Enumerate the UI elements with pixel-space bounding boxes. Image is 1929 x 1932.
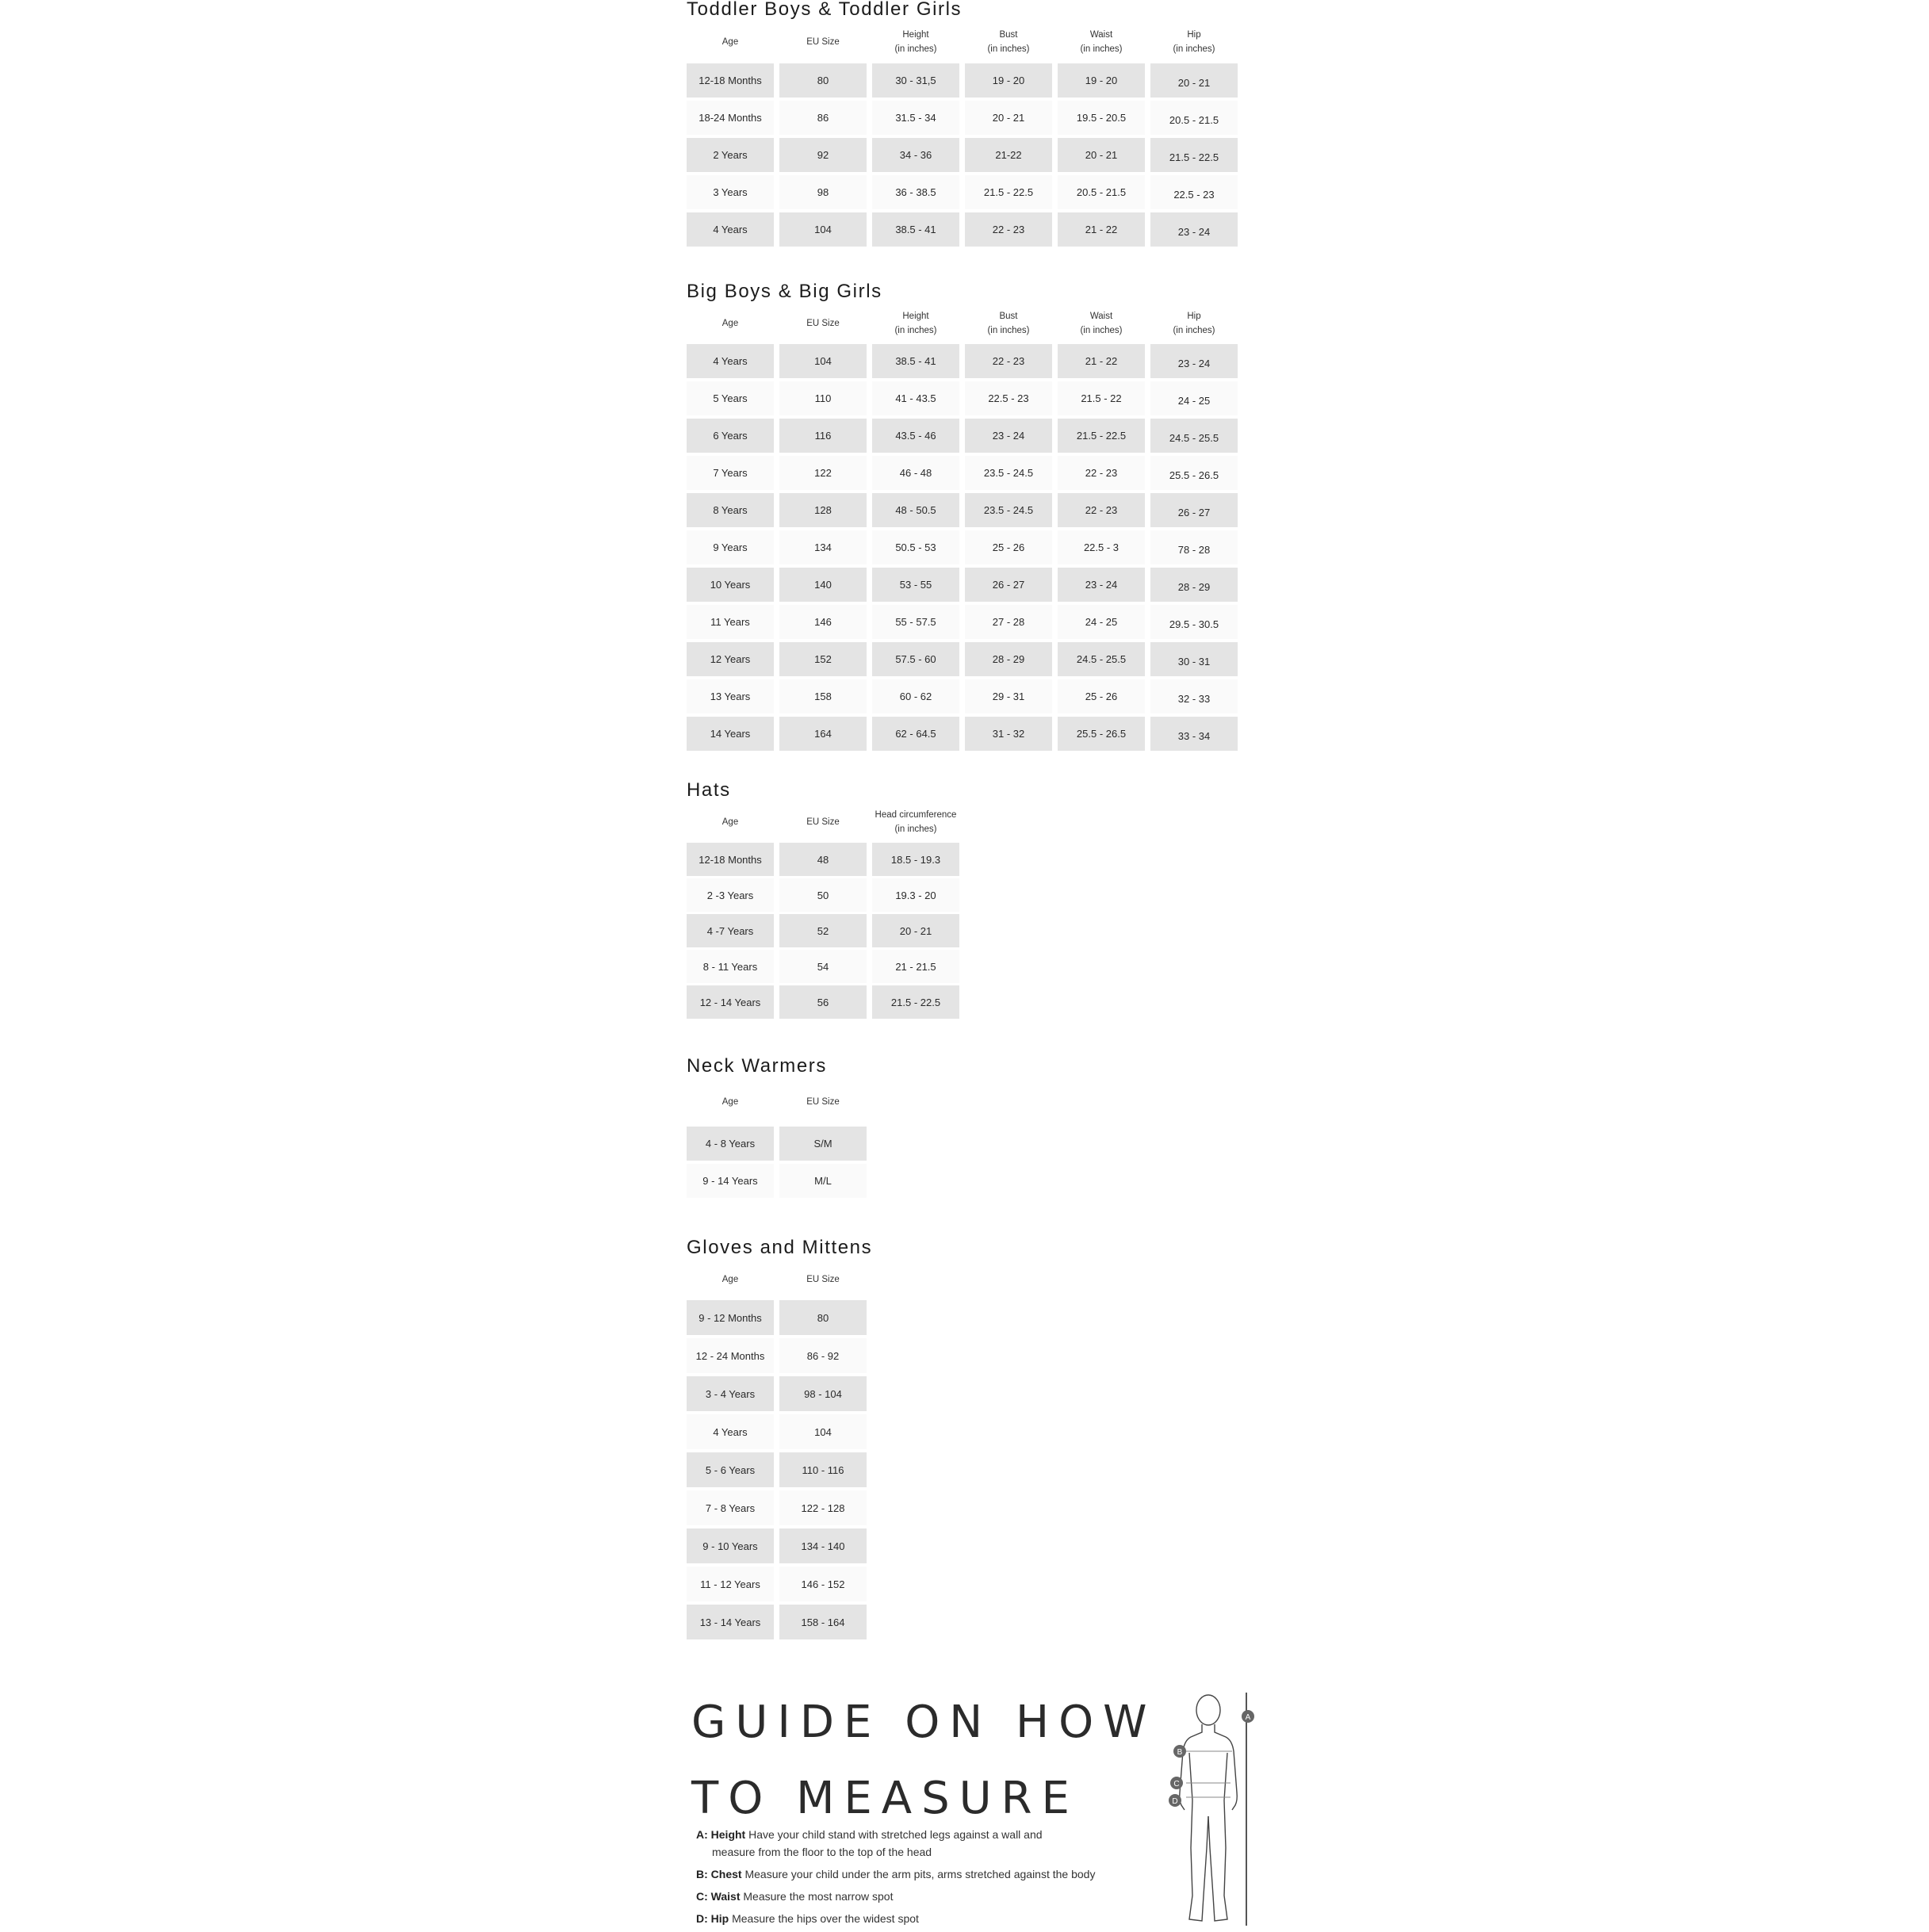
- table-cell: 14 Years: [687, 717, 774, 751]
- table-cell: 110 - 116: [779, 1452, 867, 1487]
- table-cell: 12-18 Months: [687, 843, 774, 876]
- guide-item-key: A: Height: [696, 1828, 746, 1841]
- table-cell: 62 - 64.5: [872, 717, 959, 751]
- table-cell-text: 30 - 31: [1177, 656, 1211, 668]
- table-row: [687, 878, 965, 912]
- table-cell: [1150, 717, 1238, 751]
- table-row: [687, 1605, 872, 1639]
- guide-item-text: Measure the hips over the widest spot: [732, 1912, 919, 1925]
- table-cell: 11 Years: [687, 605, 774, 639]
- table-cell: 21 - 21.5: [872, 950, 959, 983]
- svg-text:B: B: [1177, 1748, 1183, 1757]
- table-cell-text: 32 - 33: [1177, 693, 1211, 705]
- svg-text:D: D: [1172, 1797, 1178, 1806]
- table-cell: [1150, 642, 1238, 676]
- table-cell-text: 78 - 28: [1177, 544, 1211, 556]
- marker-b: [1173, 1745, 1186, 1758]
- table-cell: 20 - 21: [965, 101, 1052, 135]
- table-row: [687, 63, 1243, 98]
- table-cell: [1150, 530, 1238, 564]
- table-cell: 5 - 6 Years: [687, 1452, 774, 1487]
- table-cell-text: 23 - 24: [1177, 358, 1211, 369]
- table-cell: 22 - 23: [1058, 493, 1145, 527]
- guide-item-hip: [696, 1910, 1140, 1927]
- table-row: [687, 679, 1243, 714]
- column-header: Hip (in inches): [1173, 30, 1215, 54]
- table-cell-text: 26 - 27: [1177, 507, 1211, 518]
- table-cell: 12-18 Months: [687, 63, 774, 98]
- table-cell: 57.5 - 60: [872, 642, 959, 676]
- column-header: EU Size: [806, 817, 840, 827]
- column-header: EU Size: [806, 37, 840, 47]
- table-cell: 11 - 12 Years: [687, 1567, 774, 1601]
- table-cell: [1150, 63, 1238, 98]
- table-cell: 46 - 48: [872, 456, 959, 490]
- table-cell: 20.5 - 21.5: [1058, 175, 1145, 209]
- table-row: [687, 1376, 872, 1411]
- svg-text:A: A: [1245, 1713, 1251, 1722]
- table-cell: [1150, 679, 1238, 714]
- table-cell-text: 20.5 - 21.5: [1169, 114, 1219, 126]
- section-title: Neck Warmers: [687, 1055, 827, 1077]
- table-cell: [1150, 568, 1238, 602]
- table-cell: 9 - 10 Years: [687, 1528, 774, 1563]
- table-row: [687, 1300, 872, 1335]
- table-row: [687, 101, 1243, 135]
- table-cell: 146 - 152: [779, 1567, 867, 1601]
- table-cell: 116: [779, 419, 867, 453]
- table-header: [687, 1259, 872, 1300]
- table-cell-text: 24 - 25: [1177, 395, 1211, 407]
- table-cell: 60 - 62: [872, 679, 959, 714]
- neck-warmers-size-table: [687, 1057, 872, 1198]
- table-cell: 5 Years: [687, 381, 774, 415]
- table-cell: 25 - 26: [965, 530, 1052, 564]
- table-body: [687, 843, 965, 1019]
- column-header: Age: [721, 1097, 739, 1107]
- table-cell: 4 Years: [687, 212, 774, 247]
- table-cell: 31 - 32: [965, 717, 1052, 751]
- column-header: Hip (in inches): [1173, 312, 1215, 335]
- table-cell: M/L: [779, 1164, 867, 1198]
- table-cell: 104: [779, 344, 867, 378]
- table-cell: 21.5 - 22.5: [965, 175, 1052, 209]
- table-cell: 2 Years: [687, 138, 774, 172]
- table-cell: 4 Years: [687, 344, 774, 378]
- table-cell: 48: [779, 843, 867, 876]
- table-cell-text: 29.5 - 30.5: [1169, 618, 1219, 630]
- table-cell: 86 - 92: [779, 1338, 867, 1373]
- column-header: Height (in inches): [894, 30, 937, 54]
- table-cell-text: 22.5 - 23: [1173, 189, 1215, 201]
- table-cell: 3 Years: [687, 175, 774, 209]
- table-cell: 25.5 - 26.5: [1058, 717, 1145, 751]
- table-cell: S/M: [779, 1127, 867, 1161]
- section-title: Gloves and Mittens: [687, 1237, 873, 1258]
- guide-item-key: C: Waist: [696, 1890, 741, 1903]
- table-cell: 38.5 - 41: [872, 344, 959, 378]
- table-row: [687, 1127, 872, 1161]
- table-row: [687, 175, 1243, 209]
- table-cell: 164: [779, 717, 867, 751]
- table-cell: 110: [779, 381, 867, 415]
- column-header: EU Size: [806, 319, 840, 328]
- table-cell: 9 - 14 Years: [687, 1164, 774, 1198]
- table-row: [687, 950, 965, 983]
- table-row: [687, 1338, 872, 1373]
- section-title: Big Boys & Big Girls: [687, 281, 882, 302]
- table-cell: 23 - 24: [965, 419, 1052, 453]
- table-cell: 21.5 - 22.5: [1058, 419, 1145, 453]
- table-cell: [1150, 101, 1238, 135]
- marker-a: [1242, 1710, 1254, 1723]
- table-cell: 27 - 28: [965, 605, 1052, 639]
- table-row: [687, 212, 1243, 247]
- table-cell: 52: [779, 914, 867, 947]
- table-header: [687, 21, 1243, 63]
- table-cell: 31.5 - 34: [872, 101, 959, 135]
- guide-item-chest: [696, 1865, 1140, 1883]
- section-title: Toddler Boys & Toddler Girls: [687, 0, 963, 20]
- table-row: [687, 1567, 872, 1601]
- table-cell: 19 - 20: [965, 63, 1052, 98]
- table-row: [687, 717, 1243, 751]
- table-cell: 7 Years: [687, 456, 774, 490]
- column-header: EU Size: [806, 1275, 840, 1284]
- guide-title-line-2: TO MEASURE: [691, 1773, 1079, 1824]
- table-row: [687, 493, 1243, 527]
- table-header: [687, 303, 1243, 344]
- table-cell: 8 Years: [687, 493, 774, 527]
- table-cell: 134 - 140: [779, 1528, 867, 1563]
- table-cell: [1150, 381, 1238, 415]
- table-cell: 54: [779, 950, 867, 983]
- table-cell-text: 33 - 34: [1177, 730, 1211, 742]
- hats-size-table: [687, 781, 965, 1019]
- table-cell: 18-24 Months: [687, 101, 774, 135]
- table-cell: 104: [779, 212, 867, 247]
- table-cell-text: 23 - 24: [1177, 226, 1211, 238]
- table-cell: 20 - 21: [1058, 138, 1145, 172]
- table-cell: 2 -3 Years: [687, 878, 774, 912]
- column-header: Age: [721, 817, 739, 827]
- table-cell: [1150, 493, 1238, 527]
- table-cell: 12 - 14 Years: [687, 985, 774, 1019]
- table-row: [687, 914, 965, 947]
- table-cell: 98: [779, 175, 867, 209]
- table-row: [687, 456, 1243, 490]
- measure-guide: [691, 1685, 1262, 1929]
- table-cell: 4 -7 Years: [687, 914, 774, 947]
- guide-item-text: Have your child stand with stretched legs against a wall and: [748, 1828, 1043, 1841]
- table-cell: 30 - 31,5: [872, 63, 959, 98]
- table-row: [687, 530, 1243, 564]
- table-cell: 34 - 36: [872, 138, 959, 172]
- table-cell: 9 Years: [687, 530, 774, 564]
- table-row: [687, 1452, 872, 1487]
- table-cell-text: 24.5 - 25.5: [1169, 432, 1219, 444]
- table-cell: 6 Years: [687, 419, 774, 453]
- table-cell: 4 Years: [687, 1414, 774, 1449]
- section-title: Hats: [687, 779, 731, 801]
- table-cell: [1150, 456, 1238, 490]
- table-cell: 10 Years: [687, 568, 774, 602]
- guide-item-key: B: Chest: [696, 1868, 742, 1880]
- table-cell: 7 - 8 Years: [687, 1490, 774, 1525]
- guide-item-text: Measure the most narrow spot: [743, 1890, 894, 1903]
- table-row: [687, 419, 1243, 453]
- table-row: [687, 138, 1243, 172]
- table-cell: 19.5 - 20.5: [1058, 101, 1145, 135]
- table-row: [687, 568, 1243, 602]
- toddler-size-table: [687, 0, 1243, 247]
- guide-instructions: [696, 1826, 1140, 1932]
- table-cell: 18.5 - 19.3: [872, 843, 959, 876]
- gloves-size-table: [687, 1238, 872, 1639]
- marker-c: [1170, 1777, 1183, 1789]
- table-cell: 13 Years: [687, 679, 774, 714]
- table-cell: 41 - 43.5: [872, 381, 959, 415]
- column-header: EU Size: [806, 1097, 840, 1107]
- table-cell: 122: [779, 456, 867, 490]
- guide-item-text-cont: measure from the floor to the top of the head: [712, 1846, 932, 1858]
- table-cell: 9 - 12 Months: [687, 1300, 774, 1335]
- table-cell: 28 - 29: [965, 642, 1052, 676]
- table-row: [687, 843, 965, 876]
- table-row: [687, 344, 1243, 378]
- table-body: [687, 1127, 872, 1198]
- table-cell: [1150, 212, 1238, 247]
- table-cell: 19.3 - 20: [872, 878, 959, 912]
- table-cell: 158 - 164: [779, 1605, 867, 1639]
- table-cell: 23.5 - 24.5: [965, 456, 1052, 490]
- table-cell: 53 - 55: [872, 568, 959, 602]
- table-row: [687, 1164, 872, 1198]
- guide-item-text: Measure your child under the arm pits, arms stretched against the body: [744, 1868, 1096, 1880]
- table-cell: 29 - 31: [965, 679, 1052, 714]
- table-cell: 21.5 - 22: [1058, 381, 1145, 415]
- table-cell: 50: [779, 878, 867, 912]
- table-cell: 92: [779, 138, 867, 172]
- table-row: [687, 1414, 872, 1449]
- table-cell: 24.5 - 25.5: [1058, 642, 1145, 676]
- table-cell: 104: [779, 1414, 867, 1449]
- table-cell: 24 - 25: [1058, 605, 1145, 639]
- table-cell: 23 - 24: [1058, 568, 1145, 602]
- table-body: [687, 344, 1243, 751]
- guide-title: [691, 1685, 1183, 1837]
- table-cell: 12 - 24 Months: [687, 1338, 774, 1373]
- table-cell: 152: [779, 642, 867, 676]
- guide-item-waist: [696, 1888, 1140, 1905]
- table-cell-text: 20 - 21: [1177, 77, 1211, 89]
- table-cell: 98 - 104: [779, 1376, 867, 1411]
- table-cell: 21 - 22: [1058, 344, 1145, 378]
- table-cell: 21 - 22: [1058, 212, 1145, 247]
- table-cell: 22 - 23: [965, 212, 1052, 247]
- table-cell: 48 - 50.5: [872, 493, 959, 527]
- table-row: [687, 1490, 872, 1525]
- table-cell: 25 - 26: [1058, 679, 1145, 714]
- table-cell: 22.5 - 23: [965, 381, 1052, 415]
- column-header: Waist (in inches): [1080, 30, 1123, 54]
- table-cell: 158: [779, 679, 867, 714]
- big-size-table: [687, 282, 1243, 751]
- table-cell-text: 25.5 - 26.5: [1169, 469, 1219, 481]
- table-cell: 19 - 20: [1058, 63, 1145, 98]
- table-row: [687, 985, 965, 1019]
- table-cell-text: 28 - 29: [1177, 581, 1211, 593]
- marker-d: [1169, 1794, 1181, 1807]
- table-body: [687, 63, 1243, 247]
- table-cell: 43.5 - 46: [872, 419, 959, 453]
- column-header: Waist (in inches): [1080, 312, 1123, 335]
- table-cell: 21-22: [965, 138, 1052, 172]
- column-header: Head circumference (in inches): [875, 810, 957, 834]
- table-cell: 134: [779, 530, 867, 564]
- guide-item-key: D: Hip: [696, 1912, 729, 1925]
- figure-outline: [1180, 1695, 1238, 1921]
- table-cell: 140: [779, 568, 867, 602]
- table-row: [687, 1528, 872, 1563]
- table-cell: 8 - 11 Years: [687, 950, 774, 983]
- table-row: [687, 605, 1243, 639]
- guide-item-height: [696, 1826, 1140, 1861]
- table-cell: [1150, 419, 1238, 453]
- table-cell: 50.5 - 53: [872, 530, 959, 564]
- table-cell: 22.5 - 3: [1058, 530, 1145, 564]
- table-cell: 26 - 27: [965, 568, 1052, 602]
- table-cell: 23.5 - 24.5: [965, 493, 1052, 527]
- guide-title-line-1: GUIDE ON HOW: [691, 1697, 1157, 1748]
- table-row: [687, 381, 1243, 415]
- table-cell: 12 Years: [687, 642, 774, 676]
- table-cell: 38.5 - 41: [872, 212, 959, 247]
- table-cell: 122 - 128: [779, 1490, 867, 1525]
- table-cell: 3 - 4 Years: [687, 1376, 774, 1411]
- column-header: Age: [721, 1275, 739, 1284]
- table-cell: 22 - 23: [965, 344, 1052, 378]
- table-cell: 4 - 8 Years: [687, 1127, 774, 1161]
- table-cell: 55 - 57.5: [872, 605, 959, 639]
- table-header: [687, 801, 965, 843]
- table-cell: 146: [779, 605, 867, 639]
- table-cell: 80: [779, 63, 867, 98]
- column-header: Bust (in inches): [987, 312, 1030, 335]
- table-header: [687, 1077, 872, 1127]
- column-header: Age: [721, 319, 739, 328]
- table-cell: 128: [779, 493, 867, 527]
- table-cell: 21.5 - 22.5: [872, 985, 959, 1019]
- table-cell: 13 - 14 Years: [687, 1605, 774, 1639]
- column-header: Height (in inches): [894, 312, 937, 335]
- table-cell: [1150, 138, 1238, 172]
- table-cell: 80: [779, 1300, 867, 1335]
- column-header: Age: [721, 37, 739, 47]
- column-header: Bust (in inches): [987, 30, 1030, 54]
- table-body: [687, 1300, 872, 1639]
- table-cell: 56: [779, 985, 867, 1019]
- svg-text:C: C: [1173, 1780, 1180, 1789]
- table-cell: 36 - 38.5: [872, 175, 959, 209]
- table-cell: [1150, 344, 1238, 378]
- table-row: [687, 642, 1243, 676]
- table-cell: 86: [779, 101, 867, 135]
- table-cell: 20 - 21: [872, 914, 959, 947]
- table-cell: [1150, 605, 1238, 639]
- child-figure-icon: [1167, 1689, 1254, 1927]
- table-cell-text: 21.5 - 22.5: [1169, 151, 1219, 163]
- table-cell: 22 - 23: [1058, 456, 1145, 490]
- table-cell: [1150, 175, 1238, 209]
